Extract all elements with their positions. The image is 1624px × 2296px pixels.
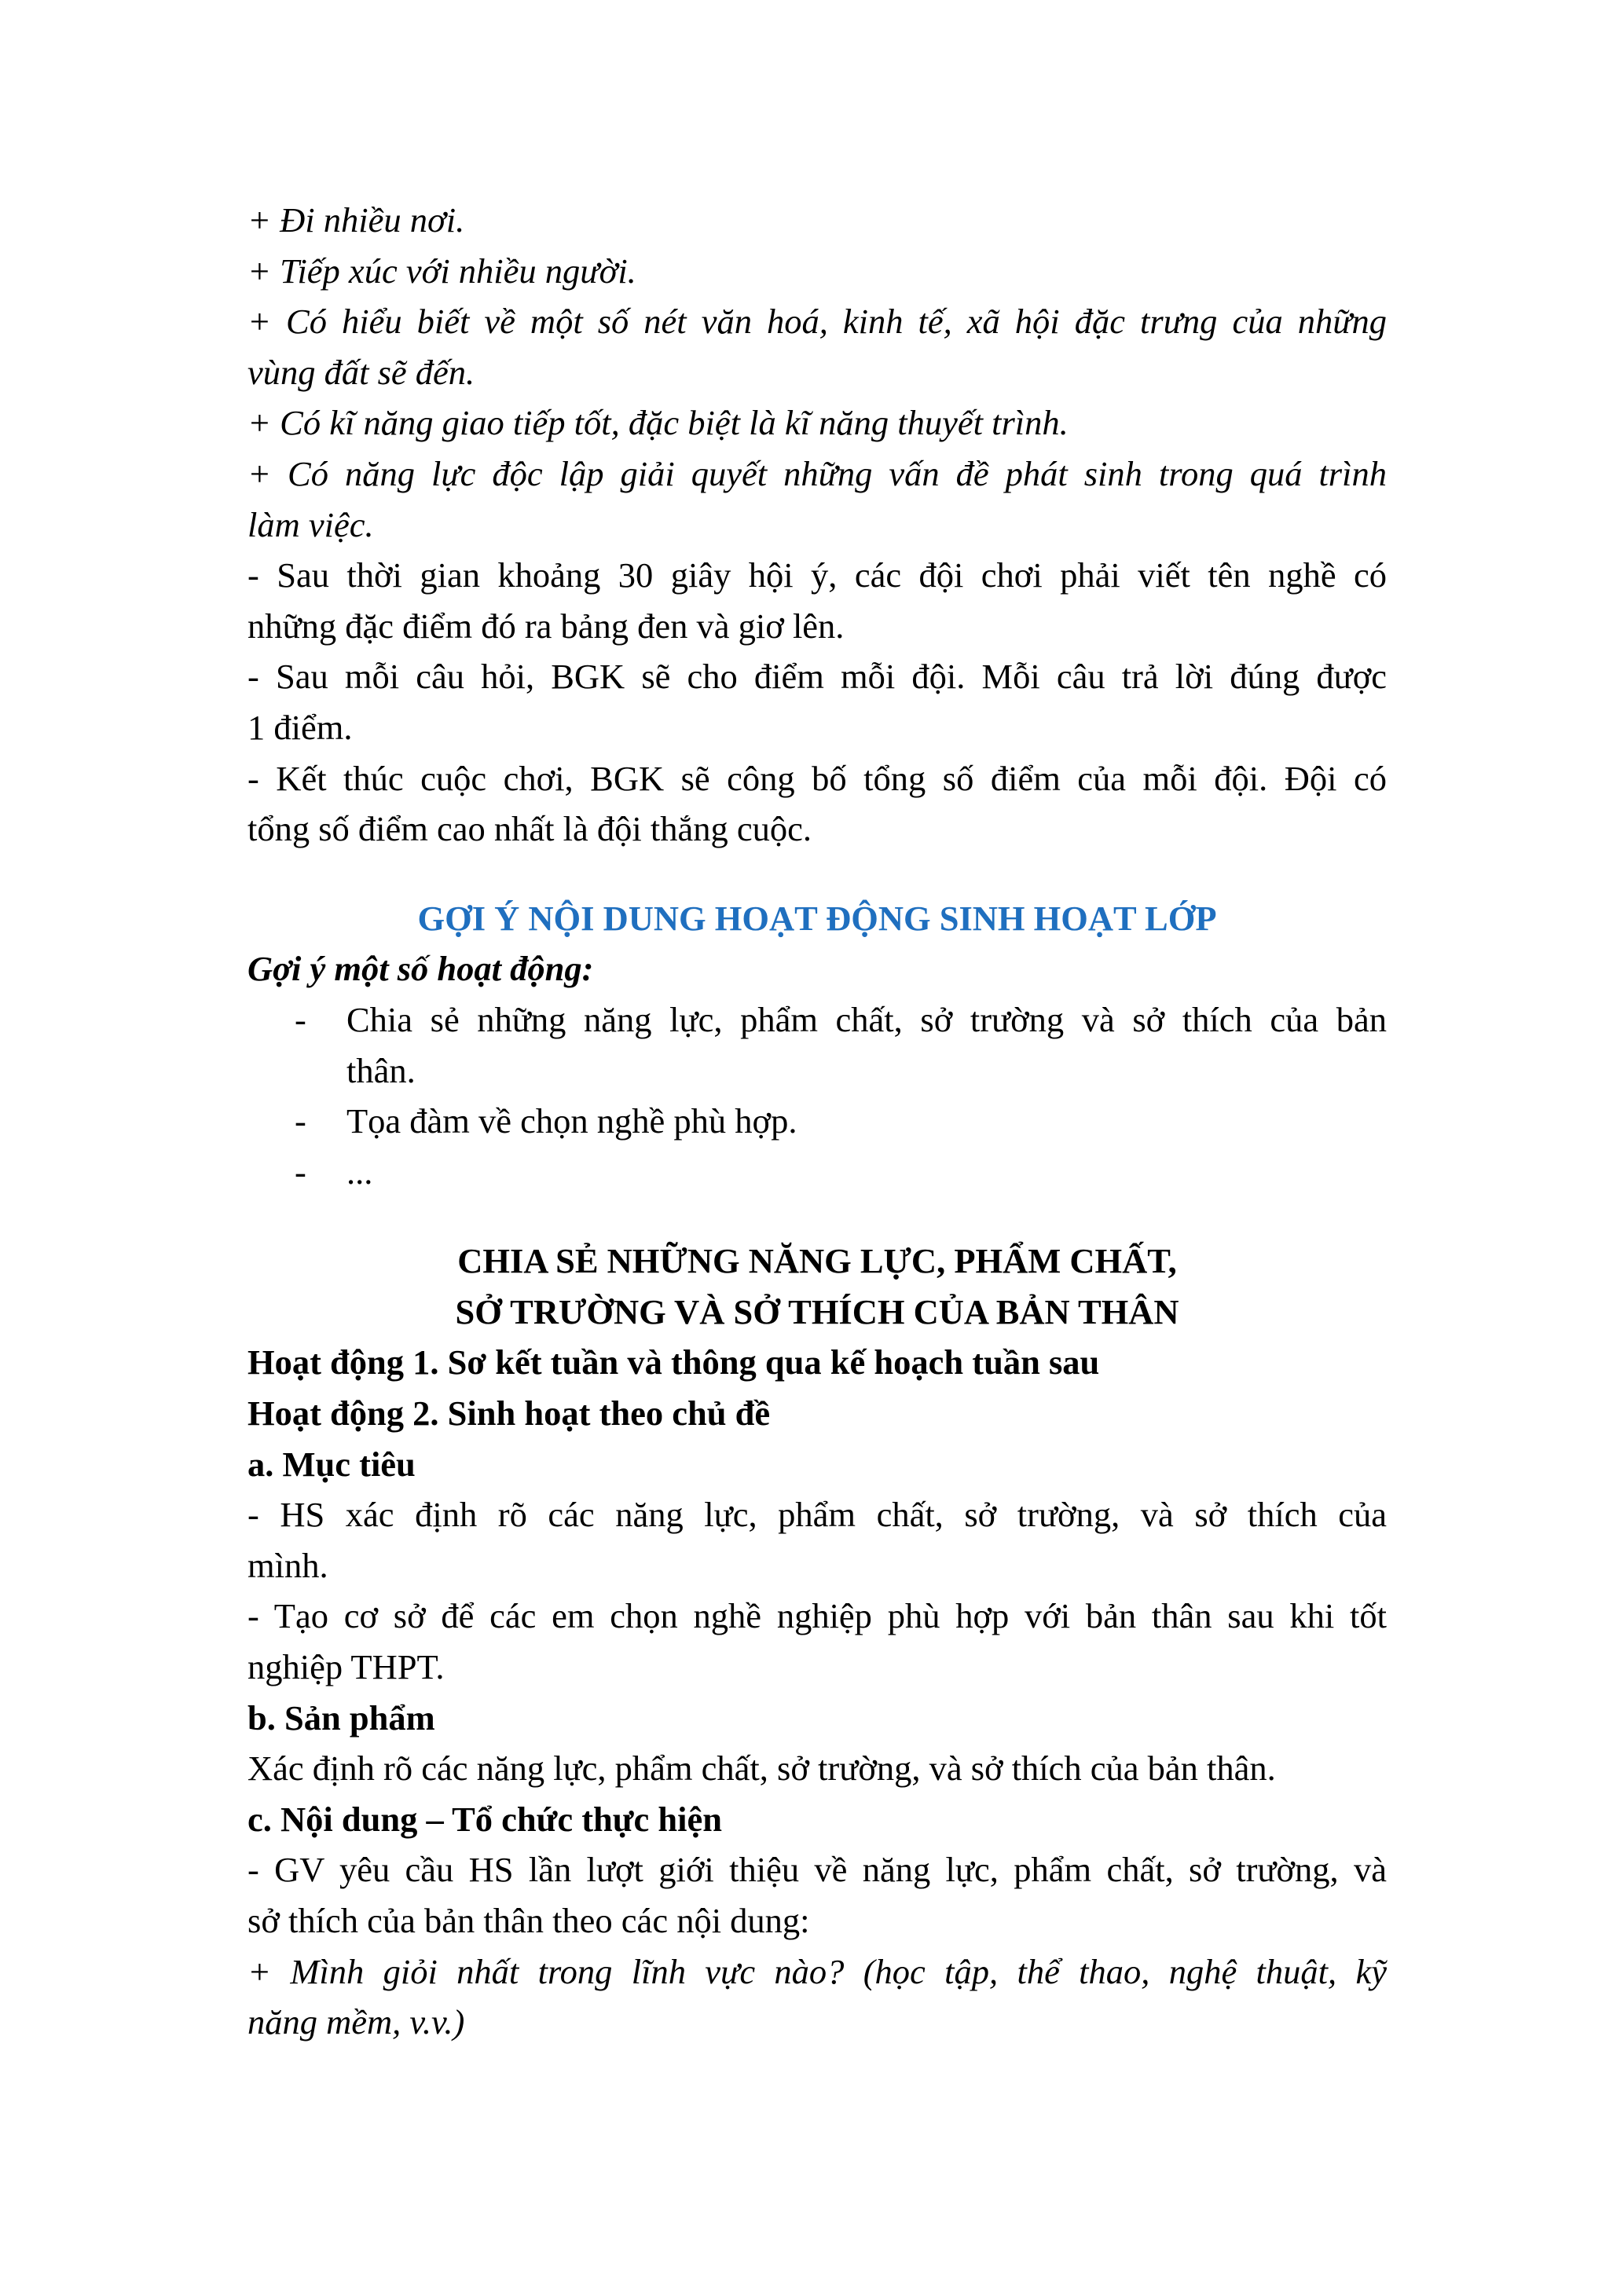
document-page (247, 195, 1387, 2048)
section-title-line: CHIA SẺ NHỮNG NĂNG LỰC, PHẨM CHẤT, (457, 1241, 1177, 1281)
section-title (247, 1236, 1387, 1337)
rule-line: - Kết thúc cuộc chơi, BGK sẽ công bố tổng số điểm của mỗi đội. Đội có (247, 758, 1387, 798)
content-line: - GV yêu cầu HS lần lượt giới thiệu về năng lực, phẩm chất, sở trường, và (247, 1850, 1387, 1890)
suggest-subheading: Gợi ý một số hoạt động: (247, 949, 594, 989)
italic-line: + Có hiểu biết về một số nét văn hoá, kinh tế, xã hội đặc trưng của những (247, 302, 1387, 342)
italic-line: vùng đất sẽ đến. (247, 352, 475, 392)
list-item (247, 1147, 1387, 1198)
list-item (247, 1096, 1387, 1147)
objective-line: mình. (247, 1545, 328, 1585)
italic-line: + Tiếp xúc với nhiều người. (247, 251, 636, 291)
list-item (247, 994, 1387, 1096)
content-italic-line: + Mình giỏi nhất trong lĩnh vực nào? (học tập, thể thao, nghệ thuật, kỹ (247, 1951, 1387, 1991)
rule-line: - Sau mỗi câu hỏi, BGK sẽ cho điểm mỗi đội. Mỗi câu trả lời đúng được (247, 657, 1387, 697)
list-item-text: Chia sẻ những năng lực, phẩm chất, sở trường và sở thích của bản (346, 999, 1387, 1039)
list-item-text: ... (346, 1152, 373, 1192)
italic-line: + Có kĩ năng giao tiếp tốt, đặc biệt là kĩ năng thuyết trình. (247, 403, 1069, 443)
rule-line: - Sau thời gian khoảng 30 giây hội ý, các đội chơi phải viết tên nghề có (247, 555, 1387, 595)
rule-line: 1 điểm. (247, 707, 353, 747)
intro-italic-block (247, 195, 1387, 550)
list-item-text: Tọa đàm về chọn nghề phù hợp. (346, 1101, 797, 1141)
objective-line: - Tạo cơ sở để các em chọn nghề nghiệp phù hợp với bản thân sau khi tốt (247, 1596, 1387, 1636)
rule-line: tổng số điểm cao nhất là đội thắng cuộc. (247, 809, 812, 849)
suggest-heading: GỢI Ý NỘI DUNG HOẠT ĐỘNG SINH HOẠT LỚP (417, 898, 1217, 938)
objective-line: nghiệp THPT. (247, 1647, 445, 1687)
italic-line: làm việc. (247, 504, 374, 544)
objective-label: a. Mục tiêu (247, 1444, 416, 1484)
rule-line: những đặc điểm đó ra bảng đen và giơ lên. (247, 606, 845, 646)
list-item-text: thân. (346, 1050, 416, 1090)
product-label: b. Sản phẩm (247, 1697, 435, 1738)
rules-block (247, 550, 1387, 855)
content-line: sở thích của bản thân theo các nội dung: (247, 1901, 810, 1940)
product-text: Xác định rõ các năng lực, phẩm chất, sở trường, và sở thích của bản thân. (247, 1749, 1276, 1789)
objective-line: - HS xác định rõ các năng lực, phẩm chất, sở trường, và sở thích của (247, 1495, 1387, 1535)
content-label: c. Nội dung – Tổ chức thực hiện (247, 1799, 722, 1839)
italic-line: + Có năng lực độc lập giải quyết những vấn đề phát sinh trong quá trình (247, 453, 1387, 493)
dash-bullet: - (295, 1101, 306, 1141)
italic-line: + Đi nhiều nơi. (247, 200, 465, 240)
dash-bullet: - (295, 1152, 306, 1192)
activity-1-heading: Hoạt động 1. Sơ kết tuần và thông qua kế hoạch tuần sau (247, 1342, 1100, 1382)
suggest-list (247, 994, 1387, 1197)
dash-bullet: - (295, 999, 306, 1039)
content-italic-line: năng mềm, v.v.) (247, 2002, 465, 2042)
activity-2-heading: Hoạt động 2. Sinh hoạt theo chủ đề (247, 1393, 771, 1434)
section-title-line: SỞ TRƯỜNG VÀ SỞ THÍCH CỦA BẢN THÂN (455, 1291, 1179, 1331)
